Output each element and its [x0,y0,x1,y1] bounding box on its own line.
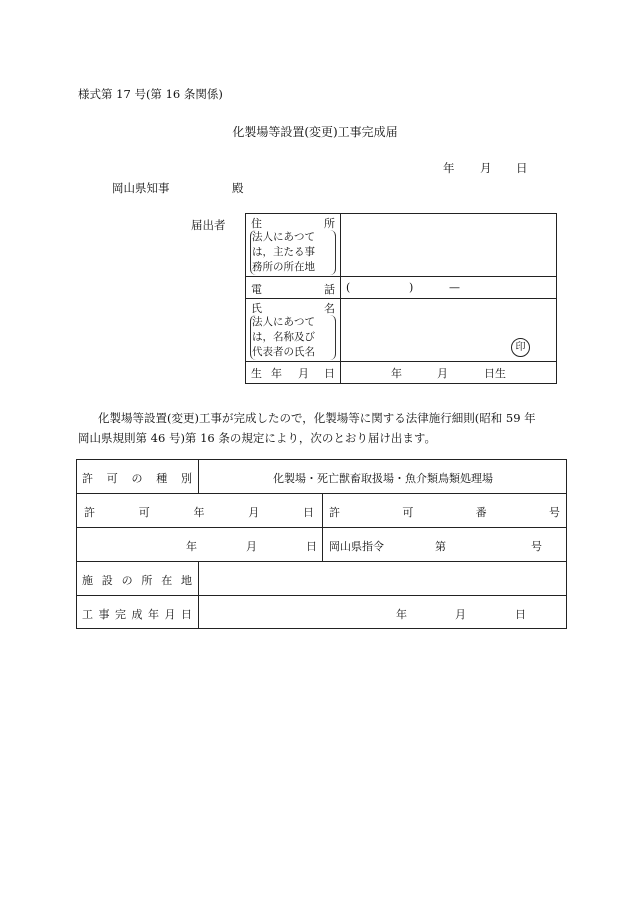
permit-number-label: 許 可 番 号 [329,506,560,519]
birth-label-1: 生 [251,367,262,380]
completion-date-label: 工 事 完 成 年 月 日 [82,608,192,621]
permit-type-value: 化製場・死亡獣畜取扱場・魚介類鳥類処理場 [273,472,493,485]
applicant-label: 届出者 [191,218,226,232]
date-year-unit: 年 [443,161,455,175]
birth-label-2: 年 [271,367,282,380]
addressee-honorific: 殿 [232,181,244,195]
phone-label-2: 話 [324,283,335,296]
seal-icon: 印 [511,338,530,357]
birth-label-3: 月 [298,367,309,380]
address-note: 法人にあつて は，主たる事 務所の所在地 [250,230,336,275]
completion-day-unit: 日 [515,608,526,621]
birth-day-unit: 日生 [484,367,506,380]
permit-date-day-unit: 日 [306,540,317,553]
completion-year-unit: 年 [396,608,407,621]
phone-open-paren: ( [346,281,351,294]
permit-date-month-unit: 月 [246,540,257,553]
birth-month-unit: 月 [437,367,448,380]
address-label-1: 住 [251,217,262,230]
phone-label-1: 電 [251,283,262,296]
declaration-text: 化製場等設置(変更)工事が完成したので，化製場等に関する法律施行細則(昭和 59 年 岡山県規則第 46 号)第 16 条の規定により，次のとおり届け出ます。 [78,411,536,445]
address-label-2: 所 [324,217,335,230]
permit-date-label: 許 可 年 月 日 [84,506,314,519]
name-note: 法人にあつて は，名称及び 代表者の氏名 [250,315,336,360]
phone-dash: — [449,281,460,294]
permit-type-label: 許 可 の 種 別 [82,472,192,485]
name-label-2: 名 [324,302,335,315]
designation-go: 号 [531,540,542,553]
birth-year-unit: 年 [391,367,402,380]
facility-location-field[interactable] [199,562,566,595]
facility-location-label: 施 設 の 所 在 地 [82,574,192,587]
permit-date-year-unit: 年 [186,540,197,553]
date-day-unit: 日 [516,161,528,175]
completion-month-unit: 月 [455,608,466,621]
designation-prefix: 岡山県指令 [329,540,384,553]
form-title: 化製場等設置(変更)工事完成届 [232,125,398,139]
designation-dai: 第 [435,540,446,553]
address-field[interactable] [341,214,556,276]
phone-close-paren: ) [409,281,414,294]
addressee-name: 岡山県知事 [112,181,170,195]
name-label-1: 氏 [251,302,262,315]
form-number: 様式第 17 号(第 16 条関係) [78,87,223,101]
date-month-unit: 月 [480,161,492,175]
birth-label-4: 日 [324,367,335,380]
